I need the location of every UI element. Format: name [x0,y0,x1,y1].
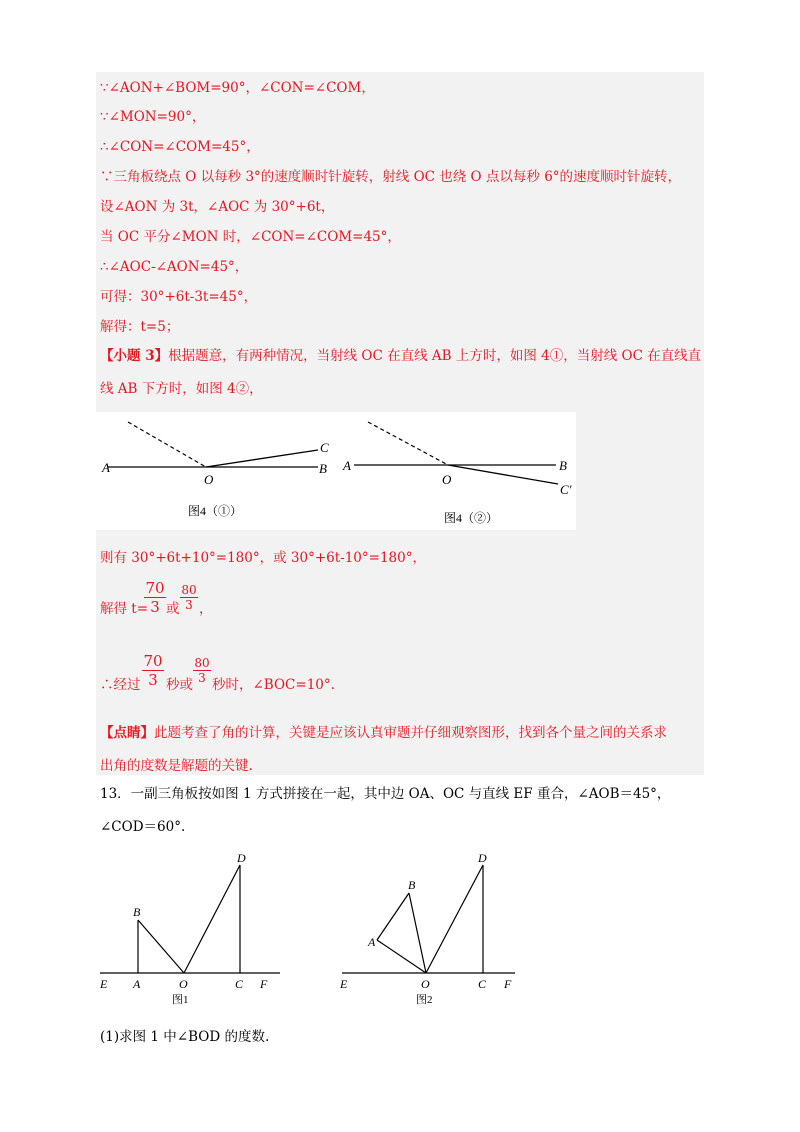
figure-4-right-caption: 图4（②） [444,511,499,525]
problem-13-line-1: 13．一副三角板按如图 1 方式拼接在一起，其中边 OA、OC 与直线 EF 重合，∠AOB＝45°， [100,786,671,802]
label-d: D [478,851,487,865]
comment-line-1-text: 此题考查了角的计算，关键是应该认真审题并仔细观察图形，找到各个量之间的关系求 [154,725,667,741]
fraction-numerator: 80 [194,656,210,670]
label-a: A [133,977,141,991]
solution-line-13-or: 或 [166,601,180,617]
label-o: O [442,472,452,487]
solution-line-13-prefix: 解得 t= [100,601,149,617]
solution-line-4: ∵三角板绕点 O 以每秒 3°的速度顺时针旋转，射线 OC 也绕 O 点以每秒 6°的速度顺时针旋转， [100,169,682,185]
ray-oc-left [206,450,318,467]
fraction-numerator: 70 [143,652,163,670]
solution-line-14-end: 秒时，∠BOC=10°. [212,677,335,693]
solution-line-1: ∵∠AON+∠BOM=90°，∠CON=∠COM， [100,80,375,96]
label-a: A [368,935,376,949]
label-b: B [408,878,416,892]
figure-1 [99,851,280,1006]
solution-line-12: 则有 30°+6t+10°=180°，或 30°+6t-10°=180°， [100,550,426,566]
solution-line-3: ∴∠CON=∠COM=45°， [100,139,260,155]
solution-line-8: 可得：30°+6t-3t=45°， [100,289,258,305]
solution-line-7: ∴∠AOC-∠AON=45°， [100,259,249,275]
segment-bo [138,920,184,973]
solution-line-13-end: ， [199,601,213,617]
figure-2-caption: 图2 [416,994,433,1006]
subquestion-tag: 【小题 3】 [100,348,169,364]
solution-line-9: 解得：t=5； [100,319,180,335]
dashed-ray-right [368,422,448,465]
fraction-70-3 [142,652,164,689]
solution-line-10 [100,347,701,365]
figure-4 [96,412,576,530]
fraction-denominator: 3 [198,671,206,685]
figure-4-left [101,422,329,518]
solution-line-14-mid: 秒或 [166,677,193,693]
problem-13-line-2: ∠COD＝60°. [100,819,186,835]
fraction-70-3 [144,579,166,616]
figure-1-caption: 图1 [172,994,189,1006]
label-o: O [179,977,188,991]
label-c: C [235,977,244,991]
segment-bo [409,893,426,973]
label-e: E [100,977,108,991]
label-c: C [478,977,487,991]
label-a: A [102,460,110,475]
question-1: (1)求图 1 中∠BOD 的度数. [100,1029,270,1045]
label-o: O [204,472,214,487]
figure-2 [339,851,515,1006]
fraction-denominator: 3 [185,598,193,612]
ray-oc-right [448,465,558,484]
comment-tag: 【点睛】 [100,725,154,741]
segment-oa [377,940,426,973]
fraction-80-3 [180,583,198,612]
solution-line-14-prefix: ∴经过 [100,677,141,693]
fraction-numerator: 70 [145,579,165,597]
solution-line-10-text: 根据题意，有两种情况，当射线 OC 在直线 AB 上方时，如图 4①，当射线 OC 在直线直 [168,348,702,364]
solution-line-2: ∵∠MON=90°， [100,109,206,125]
label-b: B [319,461,327,476]
label-b: B [133,905,141,919]
fraction-80-3 [193,656,211,685]
fraction-denominator: 3 [150,598,160,616]
solution-line-5: 设∠AON 为 3t，∠AOC 为 30°+6t， [100,199,335,215]
comment-line-1 [100,724,667,742]
figure-4-svg [96,412,576,530]
label-d: D [237,851,246,865]
fraction-numerator: 80 [181,583,197,597]
figures-1-2 [90,840,530,1015]
dashed-ray-left [128,422,206,467]
figure-4-right [342,422,572,525]
segment-ab [377,893,409,940]
solution-line-6: 当 OC 平分∠MON 时，∠CON=∠COM=45°， [100,229,401,245]
figure-4-left-caption: 图4（①） [188,504,243,518]
label-f: F [504,977,512,991]
label-b: B [559,458,567,473]
label-a: A [343,458,351,473]
comment-line-2: 出角的度数是解题的关键. [100,758,253,774]
label-c: C [320,440,329,455]
segment-od [426,865,483,973]
segment-od [184,865,240,973]
fraction-denominator: 3 [148,671,158,689]
solution-line-11: 线 AB 下方时，如图 4②， [100,381,263,397]
label-f: F [260,977,268,991]
label-c-prime: C' [560,482,572,497]
label-e: E [340,977,348,991]
label-o: O [421,977,430,991]
